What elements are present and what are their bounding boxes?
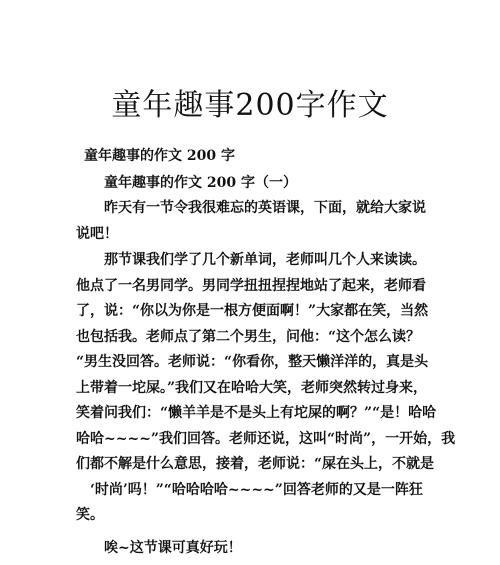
paragraph-line: ‘时尚’吗！”“哈哈哈哈~~~~”回答老师的又是一阵狂 (76, 481, 423, 498)
paragraph-line: 那节课我们学了几个新单词，老师叫几个人来读读。 (76, 252, 426, 268)
paragraph-line: 他点了一名男同学。男同学扭扭捏捏地站了起来，老师看 (76, 277, 426, 294)
paragraph-line: 笑。 (76, 507, 104, 523)
section-heading: 童年趣事的作文 200 字（一） (104, 175, 297, 191)
paragraph-line: 哈哈~~~~”我们回答。老师还说，这叫“时尚”，一开始，我 (76, 430, 456, 447)
paragraph-line: 笑着问我们：“懒羊羊是不是头上有坨屎的啊？”“是！哈哈 (76, 405, 437, 421)
page-title: 童年趣事200字作文 (111, 88, 389, 123)
paragraph-line: 们都不解是什么意思，接着，老师说：“屎在头上，不就是 (76, 456, 435, 472)
paragraph-line: “男生没回答。老师说：“你看你，整天懒洋洋的，真是头 (76, 354, 429, 370)
document-subtitle: 童年趣事的作文 200 字 (84, 148, 235, 164)
paragraph-line: 上带着一坨屎。”我们又在哈哈大笑，老师突然转过身来， (76, 379, 428, 396)
paragraph-1 (76, 196, 432, 247)
paragraph-2 (76, 248, 456, 529)
paragraph-line: 昨天有一节令我很难忘的英语课，下面，就给大家说 (76, 200, 426, 216)
paragraph-3 (104, 536, 460, 562)
paragraph-line: 也包括我。老师点了第二个男生，问他：“这个怎么读？ (76, 328, 421, 345)
paragraph-line: 了，说：“你以为你是一根方便面啊！”大家都在笑，当然 (76, 303, 429, 319)
paragraph-line: 说吧！ (76, 225, 118, 242)
paragraph-line: 唉~这节课可真好玩！ (104, 540, 242, 556)
